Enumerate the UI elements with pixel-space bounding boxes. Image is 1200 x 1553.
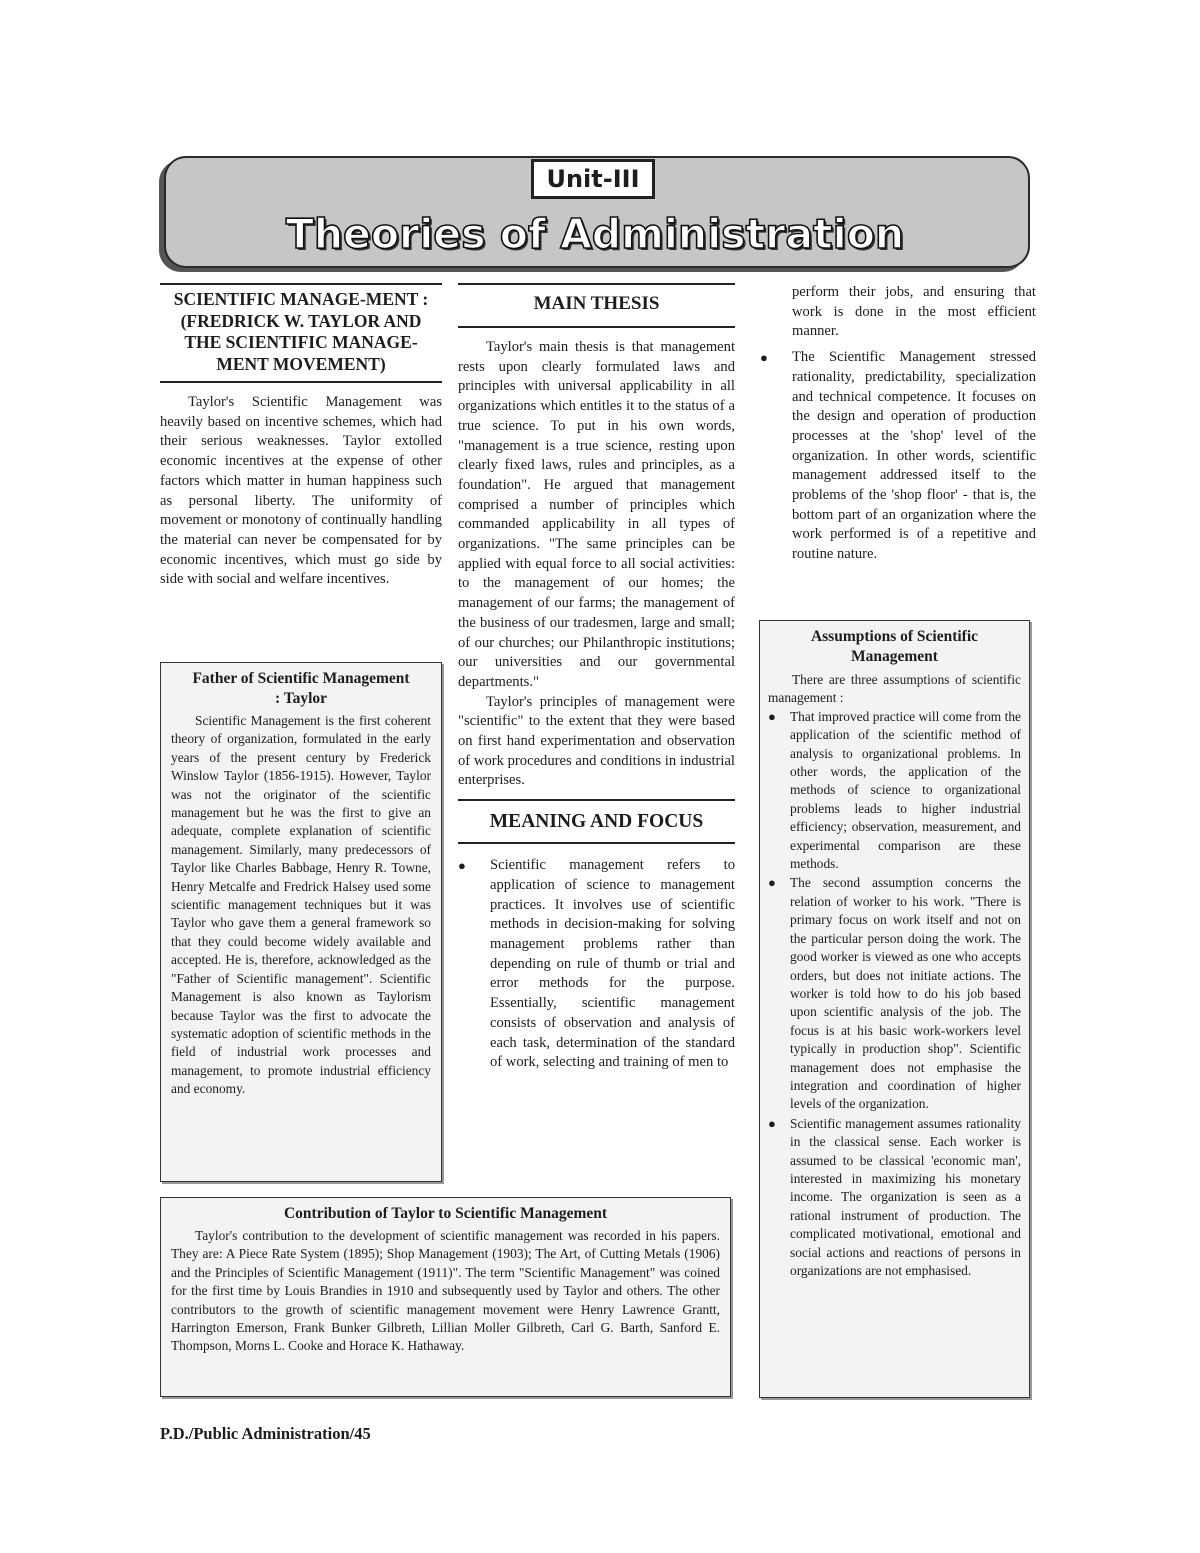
bullet-icon: ● <box>768 875 776 891</box>
main-thesis-paragraph-1: Taylor's main thesis is that management rests upon clearly formulated laws and principles with universal applicability in all organizations which entitles it to the status of a true science. To put in his own words, "management is a true science, resting upon clearly fixed laws, rules and principles, as a foundation". He argued that management comprised a number of principles which commanded applicability in all types of organizations. "The same principles can be applied with equal force to all social activities: to the management of our homes; the management of our farms; the management of the business of our tradesmen, large and small; of our churches; our Philanthropic institutions; our universities and our governmental departments." <box>458 339 735 690</box>
assumptions-box <box>759 620 1030 1398</box>
page-title: Theories of Administration <box>285 210 905 258</box>
contribution-box-body: Taylor's contribution to the development of scientific management was recorded in his papers. They are: A Piece Rate System (1895); Shop Management (1903); The Art, of Cutting Metals (1906) and the Principles of Scientific Management (1911)". The term "Scientific Management" was coined for the first time by Louis Brandies in 1910 and subsequently used by Taylor and others. The other contributors to the growth of scientific management movement were Henry Lawrence Grantt, Harrington Emerson, Frank Bunker Gilbreth, Lillian Moller Gilbreth, Carl G. Barth, Sanford E. Thompson, Morns L. Cooke and Horace K. Hathaway. <box>171 1228 720 1354</box>
assumptions-intro: There are three assumptions of scientific management : <box>768 672 1021 706</box>
bullet-icon: ● <box>760 350 768 366</box>
column-right <box>760 283 1036 565</box>
father-box <box>160 662 442 1182</box>
main-thesis-heading: MAIN THESIS <box>458 285 735 328</box>
section-heading: SCIENTIFIC MANAGE-MENT : (FREDRICK W. TAYLOR AND THE SCIENTIFIC MANAGE-MENT MOVEMENT) <box>160 289 442 383</box>
father-box-body: Scientific Management is the first coherent theory of organization, formulated in the early years of the present century by Frederick Winslow Taylor (1856-1915). However, Taylor was not the originator of the scientific management but he was the first to give an adequate, complete explanation of scientific management. Similarly, many predecessors of Taylor like Charles Babbage, Henry R. Towne, Henry Metcalfe and Fredrick Halsey used some scientific management techniques but it was Taylor who gave them a general framework so that they could become widely available and accepted. He is, therefore, acknowledged as the "Father of Scientific management". Scientific Management is also known as Taylorism because Taylor was the first to advocate the systematic adoption of scientific methods in the field of industrial work processes and management, to promote industrial efficiency and economy. <box>171 713 431 1097</box>
page-footer: P.D./Public Administration/45 <box>160 1424 371 1443</box>
column-middle <box>458 283 735 1073</box>
list-item: ● The second assumption concerns the relation of worker to his work. "There is primary focus on work itself and not on the particular person doing the work. The good worker is viewed as one who accepts orders, but does not initiate actions. The worker is told how to do his job based upon scientific analysis of the job. The focus is at his basic work-workers level typically in production shop". Scientific management does not emphasise the integration and coordination of higher levels of the organization. <box>768 875 1021 1112</box>
assumptions-box-title: Assumptions of Scientific Management <box>810 628 979 665</box>
contribution-box-title: Contribution of Taylor to Scientific Management <box>283 1205 608 1222</box>
column-left <box>160 283 442 590</box>
meaning-list-continued <box>760 348 1036 565</box>
list-item: ● Scientific management refers to application of science to management practices. It involves use of scientific methods in decision-making for solving management problems rather than depending on rule of thumb or trial and error methods for the purpose. Essentially, scientific management consists of observation and analysis of each task, determination of the standard of work, selecting and training of men to <box>458 857 735 1071</box>
list-item: ● That improved practice will come from the application of the scientific method of analysis to organizational problems. In other words, the application of the methods of science to organizational problems leads to higher industrial efficiency; observation, measurement, and experimental comparison are these methods. <box>768 708 1021 872</box>
bullet-icon: ● <box>768 708 776 724</box>
meaning-focus-heading: MEANING AND FOCUS <box>458 801 735 844</box>
continued-text: perform their jobs, and ensuring that work is done in the most efficient manner. <box>792 284 1036 340</box>
list-item: ● Scientific management assumes rationality in the classical sense. Each worker is assumed to be classical 'economic man', interested in maximizing his monetary income. The organization is seen as a rational instrument of production. The complicated motivational, emotional and social actions and reactions of persons in organizations are not emphasised. <box>768 1115 1021 1278</box>
father-box-title: Father of Scientific Management : Taylor <box>192 670 410 707</box>
unit-label: Unit-III <box>531 159 655 199</box>
main-thesis-paragraph-2: Taylor's principles of management were "scientific" to the extent that they were based on first hand experimentation and observation of work procedures and conditions in industrial enterprises. <box>458 693 735 789</box>
section-rule <box>160 283 442 285</box>
list-item: ● The Scientific Management stressed rationality, predictability, specialization and technical competence. It focuses on the design and operation of production processes at the 'shop' level of the organization. In other words, scientific management addressed itself to the problems of the 'shop floor' - that is, the bottom part of an organization where the work performed is of a repetitive and routine nature. <box>760 349 1036 563</box>
meaning-list <box>458 856 735 1073</box>
bullet-icon: ● <box>458 858 466 874</box>
assumptions-list <box>768 708 1021 1281</box>
intro-paragraph: Taylor's Scientific Management was heavily based on incentive schemes, which had their serious weaknesses. Taylor extolled economic incentives at the expense of other factors which matter in human happiness such as personal liberty. The uniformity of movement or monotony of continually handling the material can never be compensated for by economic incentives, which must go side by side with social and welfare incentives. <box>160 394 442 588</box>
bullet-icon: ● <box>768 1115 776 1131</box>
contribution-box <box>160 1197 731 1397</box>
